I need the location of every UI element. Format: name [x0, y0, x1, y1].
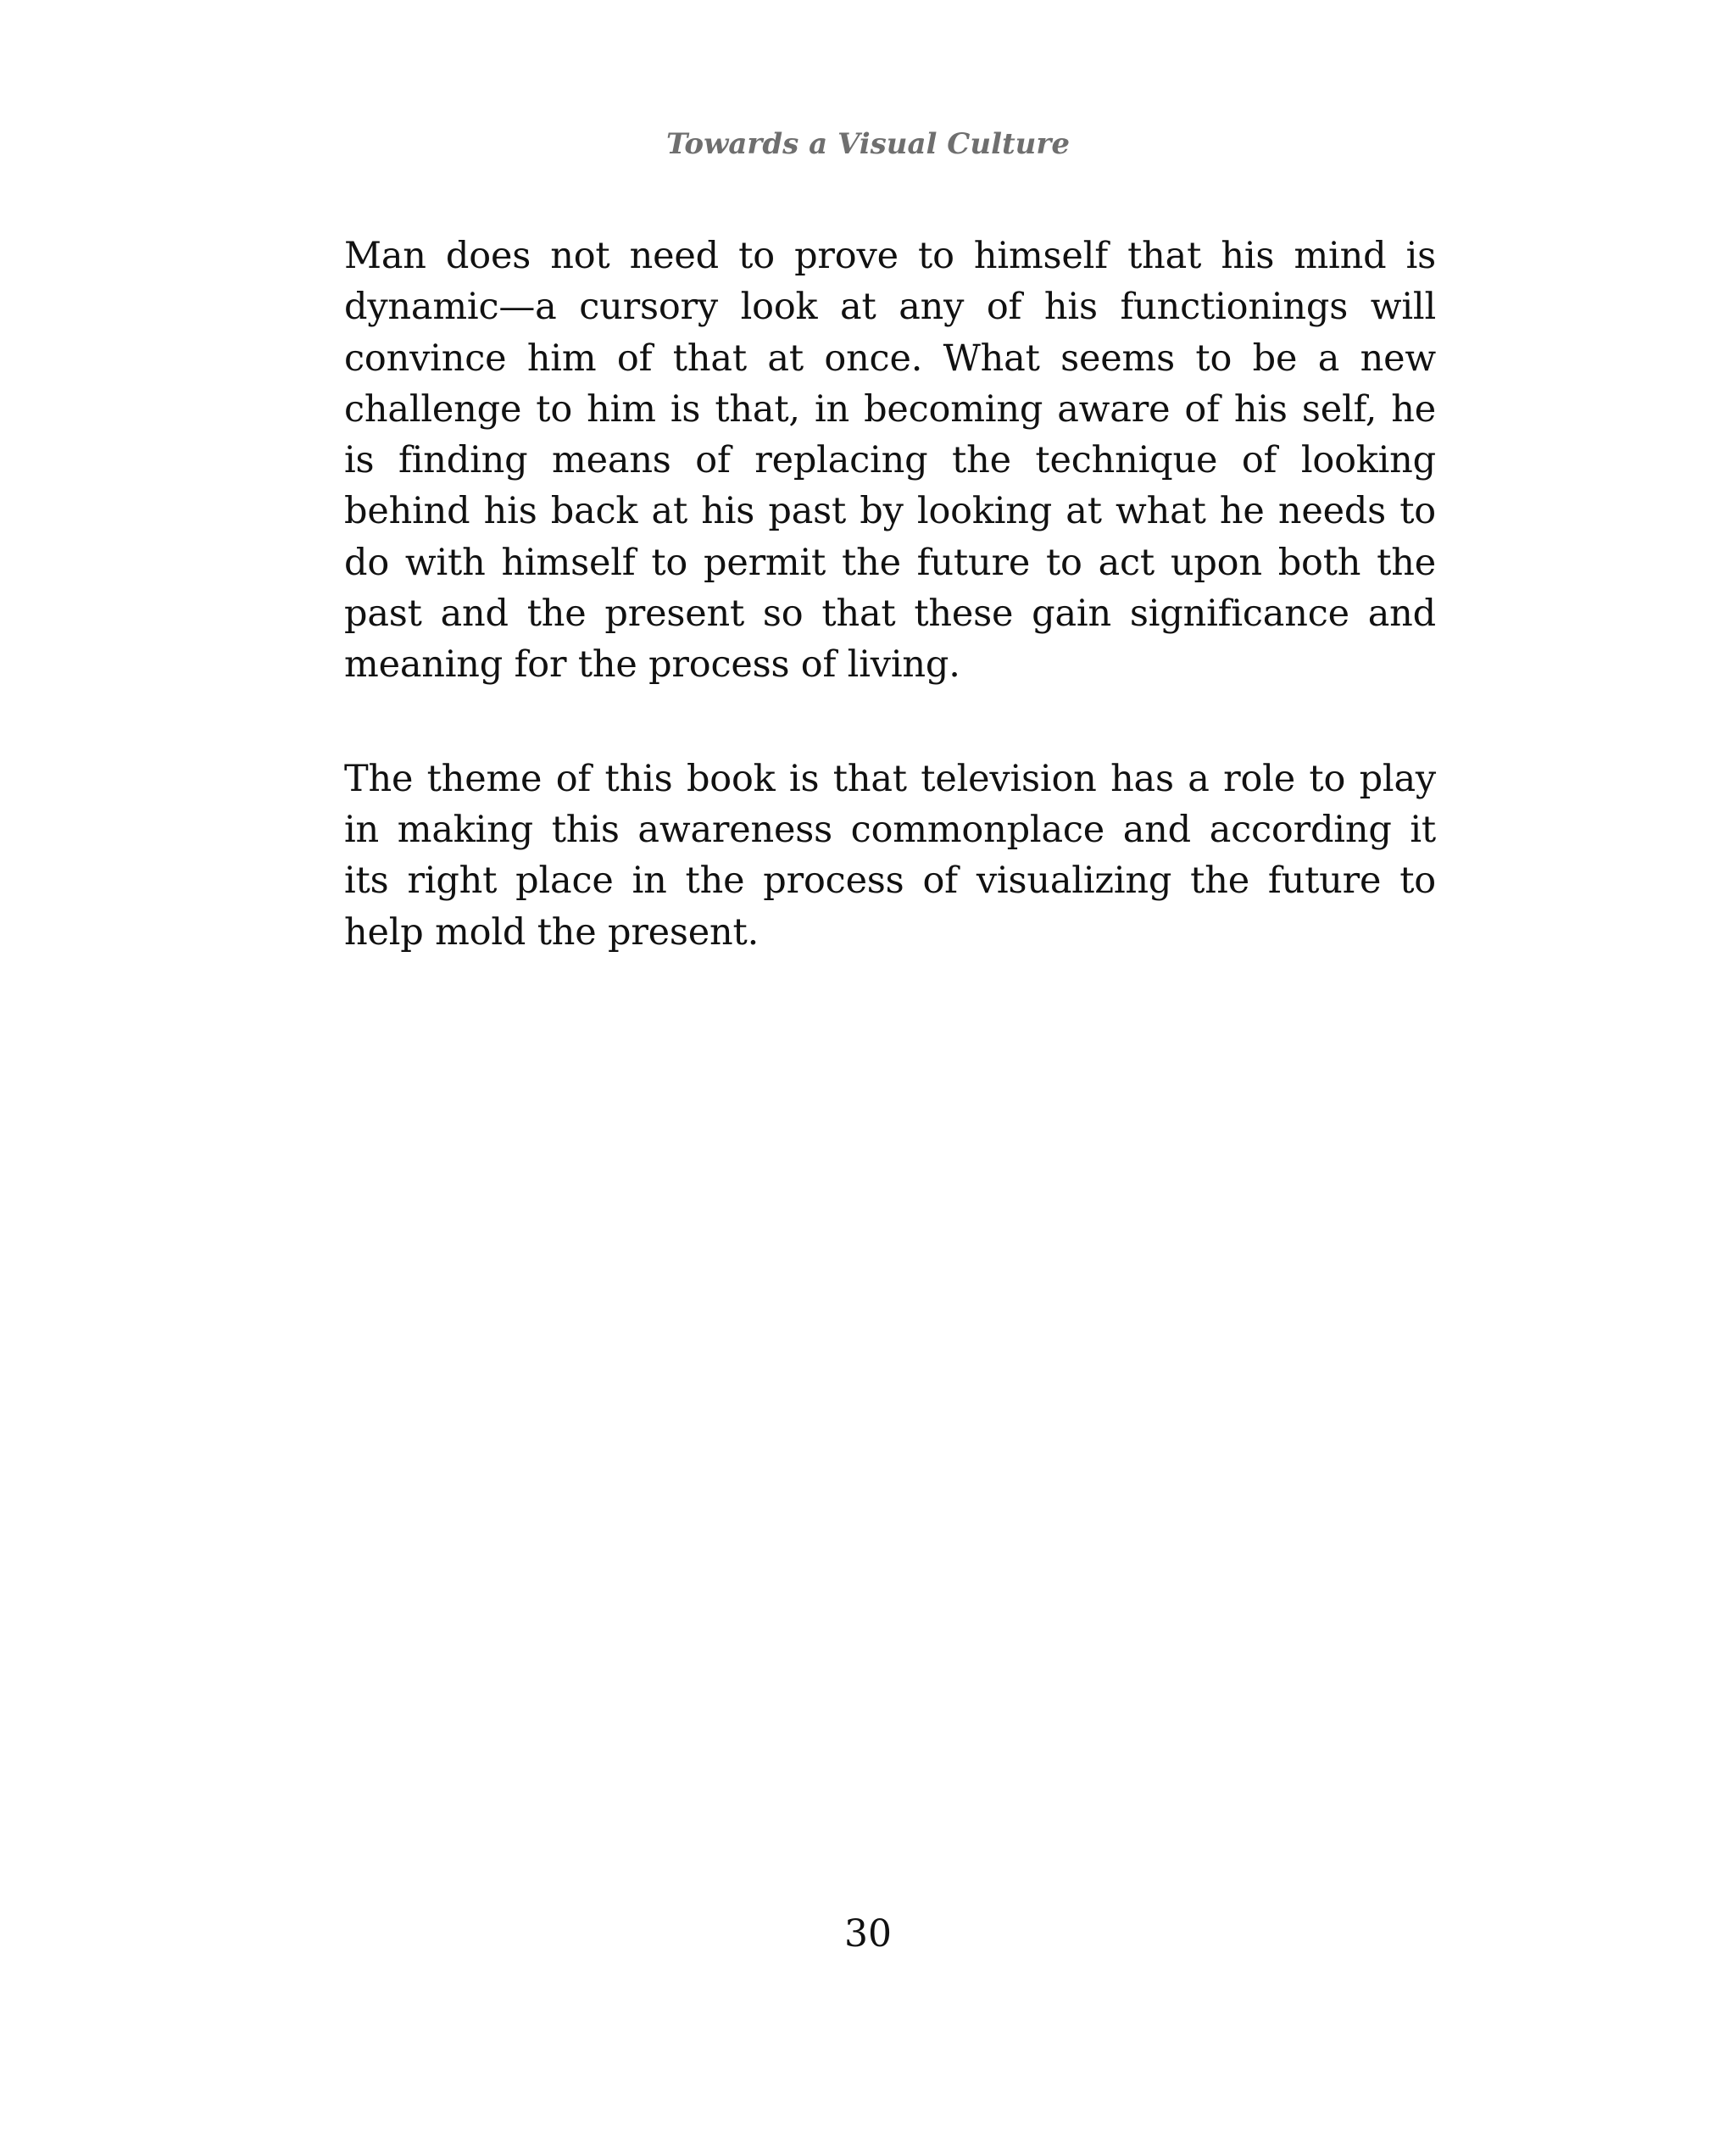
body-text: [344, 231, 1436, 1021]
paragraph: The theme of this book is that television has a role to play in making this awareness commonplace and according it its right place in the process of visualizing the future to help mold the present.: [344, 757, 1436, 954]
paragraph: Man does not need to prove to himself that his mind is dynamic—a cursory look at any of his functionings will convince him of that at once. What seems to be a new challenge to him is that, in becoming aware of his self, he is finding means of replacing the technique of looking behind his back at his past by looking at what he needs to do with himself to permit the future to act upon both the past and the present so that these gain significance and meaning for the process of living.: [344, 235, 1436, 687]
running-header-title: Towards a Visual Culture: [666, 127, 1070, 161]
page-number: 30: [844, 1912, 892, 1956]
